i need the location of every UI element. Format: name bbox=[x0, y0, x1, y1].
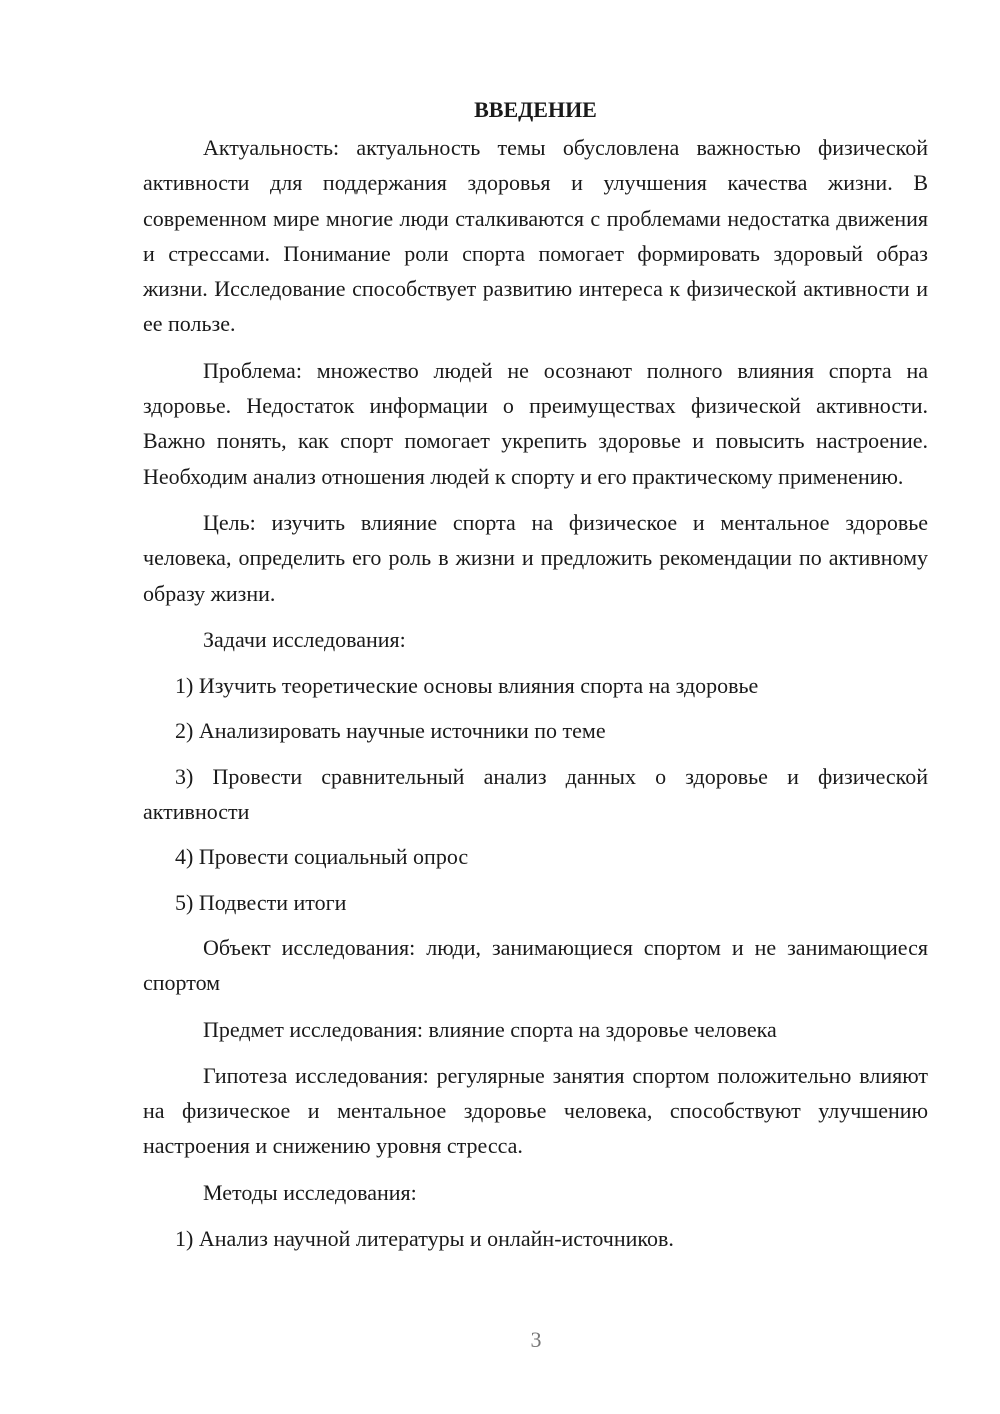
list-item: 4) Провести социальный опрос bbox=[175, 844, 469, 870]
list-item: 5) Подвести итоги bbox=[175, 889, 347, 915]
paragraph-relevance: Актуальность: актуальность темы обусловлена важностью физической активности для поддержания здоровья и улучшения качества жизни. В современном мире многие люди сталкиваются с проблемами недостатка движения и стрессами. Понимание роли спорта помогает формировать здоровый образ жизни. Исследование способствует развитию интереса к физической активности и ее пользе. bbox=[143, 135, 928, 337]
page-number: 3 bbox=[530, 1327, 542, 1352]
page-title: ВВЕДЕНИЕ bbox=[474, 97, 597, 122]
list-item: 3) Провести сравнительный анализ данных о здоровье и физической активности bbox=[143, 763, 928, 825]
paragraph-subject: Предмет исследования: влияние спорта на здоровье человека bbox=[203, 1016, 777, 1042]
list-item: 2) Анализировать научные источники по теме bbox=[175, 718, 606, 744]
document-page bbox=[143, 92, 928, 1266]
paragraph-hypothesis: Гипотеза исследования: регулярные занятия спортом положительно влияют на физическое и ментальное здоровье человека, способствуют улучшению настроения и снижению уровня стресса. bbox=[143, 1062, 928, 1159]
paragraph-object: Объект исследования: люди, занимающиеся спортом и не занимающиеся спортом bbox=[143, 934, 928, 996]
paragraph-problem: Проблема: множество людей не осознают полного влияния спорта на здоровье. Недостаток информации о преимуществах физической активности. Важно понять, как спорт помогает укрепить здоровье и повысить настроение. Необходим анализ отношения людей к спорту и его практическому применению. bbox=[143, 357, 928, 489]
list-item: 1) Анализ научной литературы и онлайн-источников. bbox=[175, 1226, 674, 1252]
paragraph-methods-heading: Методы исследования: bbox=[203, 1179, 417, 1205]
paragraph-tasks-heading: Задачи исследования: bbox=[203, 626, 406, 652]
list-item: 1) Изучить теоретические основы влияния спорта на здоровье bbox=[175, 673, 759, 699]
paragraph-goal: Цель: изучить влияние спорта на физическое и ментальное здоровье человека, определить его роль в жизни и предложить рекомендации по активному образу жизни. bbox=[143, 509, 928, 606]
